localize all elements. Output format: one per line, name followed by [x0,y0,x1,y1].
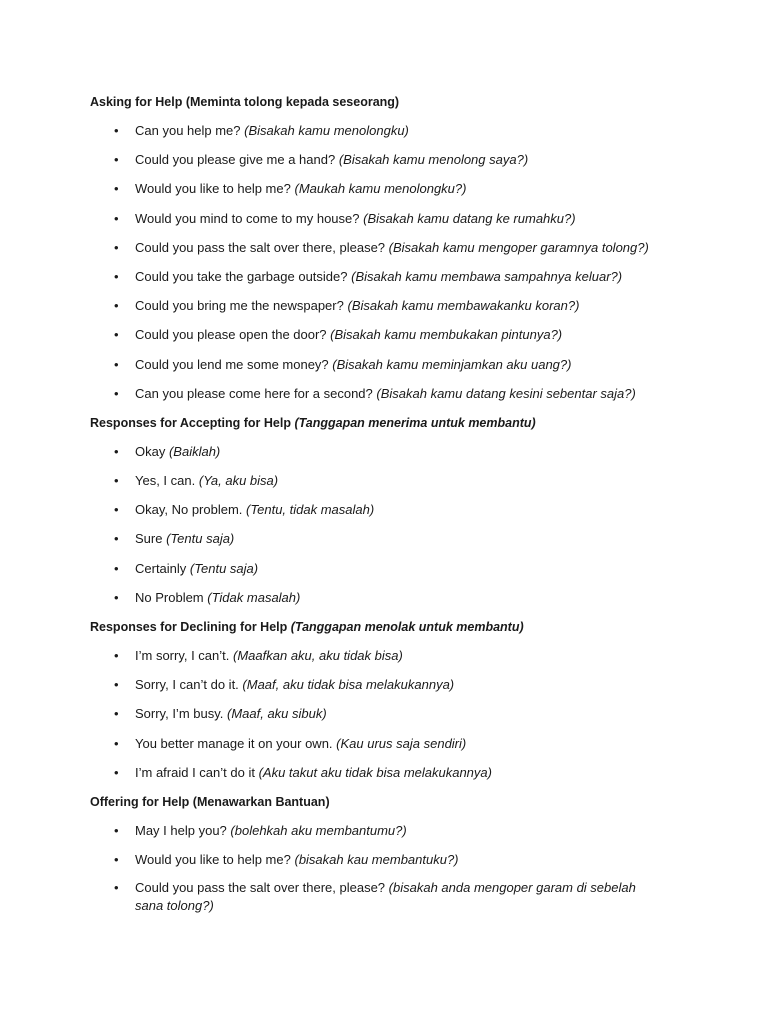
english-phrase: You better manage it on your own. [135,735,333,751]
list-item [90,588,710,608]
english-phrase: Could you pass the salt over there, please? [135,239,386,255]
list-item [90,850,710,870]
section-heading [90,792,710,812]
indonesian-translation: (bolehkah aku membantumu?) [230,822,407,838]
section-asking-for-help [90,92,710,404]
heading-text: Responses for Accepting for Help [90,415,291,430]
list-item [90,267,710,287]
heading-text: Asking for Help (Meminta tolong kepada seseorang) [90,95,400,109]
indonesian-translation: (Ya, aku bisa) [198,473,279,489]
indonesian-translation: (Maukah kamu menolongku?) [294,181,467,197]
phrase-list [90,821,710,915]
english-phrase: Okay [135,443,166,459]
section-heading [90,413,710,433]
list-item [90,821,710,841]
english-phrase: Would you mind to come to my house? [135,210,360,226]
english-phrase: Could you please give me a hand? [135,152,336,168]
indonesian-translation: (Bisakah kamu menolong saya?) [338,152,529,168]
heading-text: Offering for Help (Menawarkan Bantuan) [90,794,330,809]
indonesian-translation: (Bisakah kamu membawakanku koran?) [347,298,580,314]
english-phrase: I’m sorry, I can’t. [135,648,230,663]
list-item [90,209,710,229]
list-item [90,529,710,549]
english-phrase: Sorry, I’m busy. [135,706,224,722]
heading-translation: (Tanggapan menolak untuk membantu) [290,620,524,634]
english-phrase: Can you help me? [135,123,241,138]
section-heading [90,617,710,637]
english-phrase: Could you please open the door? [135,327,327,343]
list-item [90,121,710,141]
english-phrase: I’m afraid I can’t do it [135,764,255,780]
list-item [90,179,710,199]
indonesian-translation: (Aku takut aku tidak bisa melakukannya) [258,764,492,780]
english-phrase: May I help you? [135,822,227,838]
indonesian-translation: (bisakah kau membantuku?) [294,852,459,868]
indonesian-translation: (Kau urus saja sendiri) [336,735,467,751]
section-offering-help [90,792,710,915]
heading-translation: (Tanggapan menerima untuk membantu) [294,415,536,430]
indonesian-translation: (Bisakah kamu datang kesini sebentar saja?) [376,385,636,401]
english-phrase: Sorry, I can’t do it. [135,677,239,693]
phrase-list [90,442,710,608]
list-item [90,384,710,404]
list-item [90,559,710,579]
section-heading [90,92,710,112]
english-phrase: Yes, I can. [135,473,196,489]
indonesian-translation: (Tentu, tidak masalah) [246,502,375,518]
english-phrase: Could you pass the salt over there, please? [135,880,386,896]
list-item [90,879,655,915]
phrase-list [90,646,710,783]
english-phrase: No Problem [135,589,204,605]
indonesian-translation: (Maafkan aku, aku tidak bisa) [233,648,403,663]
indonesian-translation: (Bisakah kamu membawa sampahnya keluar?) [351,268,623,284]
indonesian-translation: (Bisakah kamu mengoper garamnya tolong?) [388,239,649,255]
indonesian-translation: (Bisakah kamu membukakan pintunya?) [330,327,563,343]
list-item [90,734,710,754]
list-item [90,763,710,783]
english-phrase: Could you bring me the newspaper? [135,298,344,314]
list-item [90,150,710,170]
english-phrase: Could you take the garbage outside? [135,268,348,284]
list-item [90,355,710,375]
indonesian-translation: (bisakah anda mengoper garam di sebelah sana tolong?) [135,880,636,914]
english-phrase: Would you like to help me? [135,181,291,197]
list-item [90,704,710,724]
indonesian-translation: (Tentu saja) [166,531,235,547]
list-item [90,238,710,258]
document-body [90,92,710,925]
list-item [90,500,710,520]
list-item [90,325,710,345]
section-declining-help [90,617,710,783]
english-phrase: Could you lend me some money? [135,356,329,372]
english-phrase: Okay, No problem. [135,502,243,518]
list-item [90,471,710,491]
list-item [90,646,710,666]
indonesian-translation: (Tidak masalah) [207,589,301,605]
indonesian-translation: (Maaf, aku sibuk) [227,706,327,722]
english-phrase: Can you please come here for a second? [135,385,373,401]
indonesian-translation: (Tentu saja) [189,560,259,576]
list-item [90,675,710,695]
phrase-list [90,121,710,404]
english-phrase: Sure [135,531,163,547]
indonesian-translation: (Baiklah) [168,443,221,459]
indonesian-translation: (Maaf, aku tidak bisa melakukannya) [242,677,455,693]
section-accepting-help [90,413,710,608]
list-item [90,442,710,462]
english-phrase: Certainly [135,560,187,576]
heading-text: Responses for Declining for Help [90,620,288,634]
list-item [90,296,710,316]
indonesian-translation: (Bisakah kamu datang ke rumahku?) [363,210,576,226]
english-phrase: Would you like to help me? [135,852,291,868]
indonesian-translation: (Bisakah kamu meminjamkan aku uang?) [332,356,572,372]
indonesian-translation: (Bisakah kamu menolongku) [244,123,409,138]
